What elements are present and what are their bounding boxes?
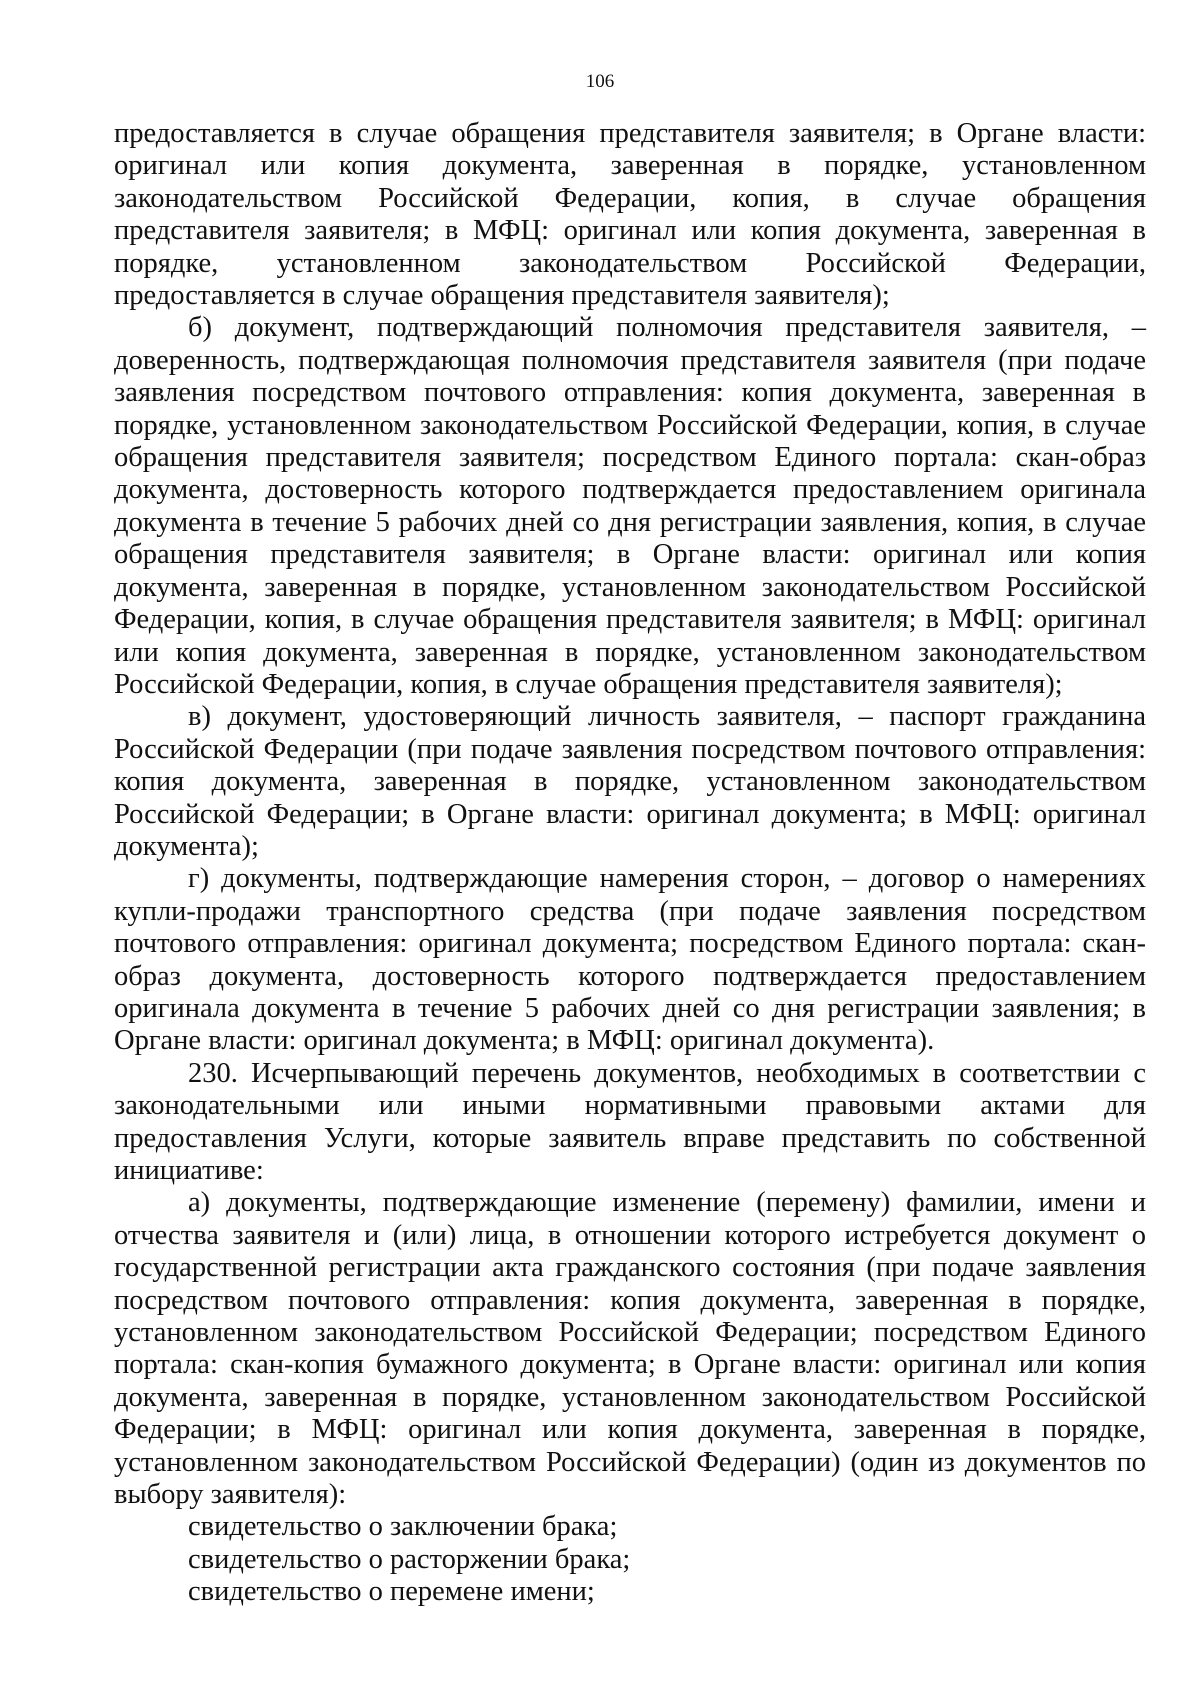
paragraph-item-b: б) документ, подтверждающий полномочия представителя заявителя, – доверенность, подтверждающая полномочия представителя заявителя (при подаче заявления посредством почтового отправления: копия документа, заверенная в порядке, установленном законодательством Российской Федерации, копия, в случае обращения представителя заявителя; посредством Единого портала: скан-образ документа, достоверность которого подтверждается предоставлением оригинала документа в течение 5 рабочих дней со дня регистрации заявления, копия, в случае обращения представителя заявителя; в Органе власти: оригинал или копия документа, заверенная в порядке, установленном законодательством Российской Федерации, копия, в случае обращения представителя заявителя; в МФЦ: оригинал или копия документа, заверенная в порядке, установленном законодательством Российской Федерации, копия, в случае обращения представителя заявителя); (114, 312, 1146, 700)
paragraph-item-g: г) документы, подтверждающие намерения сторон, – договор о намерениях купли-продажи транспортного средства (при подаче заявления посредством почтового отправления: оригинал документа; посредством Единого портала: скан-образ документа, достоверность которого подтверждается предоставлением оригинала документа в течение 5 рабочих дней со дня регистрации заявления; в Органе власти: оригинал документа; в МФЦ: оригинал документа). (114, 863, 1146, 1057)
paragraph-continuation: предоставляется в случае обращения представителя заявителя; в Органе власти: оригинал или копия документа, заверенная в порядке, установленном законодательством Российской Федерации, копия, в случае обращения представителя заявителя; в МФЦ: оригинал или копия документа, заверенная в порядке, установленном законодательством Российской Федерации, предоставляется в случае обращения представителя заявителя); (114, 118, 1146, 312)
paragraph-item-v: в) документ, удостоверяющий личность заявителя, – паспорт гражданина Российской Федерации (при подаче заявления посредством почтового отправления: копия документа, заверенная в порядке, установленном законодательством Российской Федерации; в Органе власти: оригинал документа; в МФЦ: оригинал документа); (114, 701, 1146, 862)
document-body (114, 118, 1146, 1609)
list-item-name-change-certificate: свидетельство о перемене имени; (188, 1576, 595, 1608)
list-item-marriage-certificate: свидетельство о заключении брака; (188, 1511, 618, 1543)
paragraph-item-a: а) документы, подтверждающие изменение (перемену) фамилии, имени и отчества заявителя и (или) лица, в отношении которого истребуется документ о государственной регистрации акта гражданского состояния (при подаче заявления посредством почтового отправления: копия документа, заверенная в порядке, установленном законодательством Российской Федерации; посредством Единого портала: скан-копия бумажного документа; в Органе власти: оригинал или копия документа, заверенная в порядке, установленном законодательством Российской Федерации; в МФЦ: оригинал или копия документа, заверенная в порядке, установленном законодательством Российской Федерации) (один из документов по выбору заявителя): (114, 1187, 1146, 1511)
page-number: 106 (585, 71, 615, 92)
list-item-divorce-certificate: свидетельство о расторжении брака; (188, 1543, 631, 1575)
paragraph-230: 230. Исчерпывающий перечень документов, необходимых в соответствии с законодательными или иными нормативными правовыми актами для предоставления Услуги, которые заявитель вправе представить по собственной инициативе: (114, 1057, 1146, 1186)
